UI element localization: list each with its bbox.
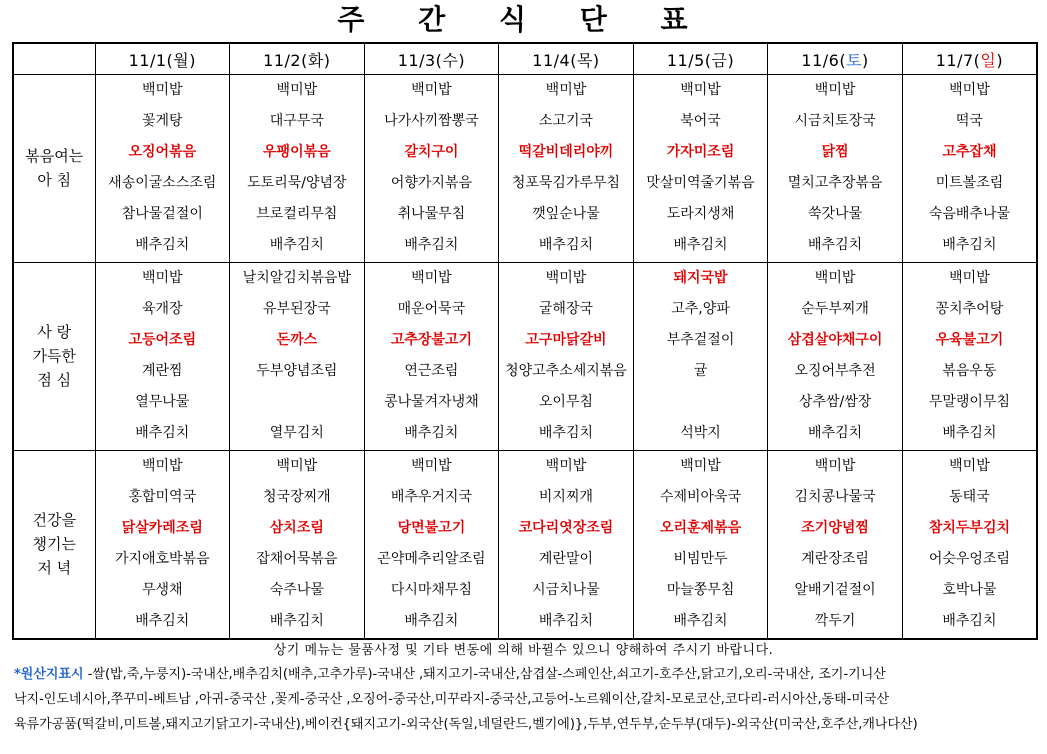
meal-label — [13, 262, 95, 450]
menu-item — [634, 387, 768, 418]
menu-item: 배추김치 — [673, 237, 728, 253]
day-of-week: 월 — [173, 50, 190, 70]
menu-cell — [230, 262, 365, 450]
menu-item: 부추겉절이 — [666, 331, 735, 348]
menu-item: 오징어부추전 — [794, 362, 876, 379]
day-header — [768, 43, 903, 75]
day-of-week: 금 — [711, 50, 728, 70]
menu-item: 어향가지볶음 — [390, 175, 472, 191]
menu-item: 오이무침 — [538, 393, 594, 410]
meal-label-line: 볶음여는 — [25, 147, 84, 166]
day-date: 11/1( — [128, 50, 174, 70]
menu-item-main: 코다리엿장조림 — [518, 519, 614, 536]
menu-item: 배추김치 — [673, 612, 728, 629]
day-header — [499, 43, 634, 75]
menu-item: 브로컬리무침 — [256, 206, 338, 222]
menu-cell — [902, 75, 1037, 263]
menu-item: 배추김치 — [808, 237, 863, 253]
menu-item-main: 삼겹살야채구이 — [787, 331, 883, 348]
menu-item: 동태국 — [949, 488, 990, 505]
menu-item-main: 돼지국밥 — [673, 269, 728, 286]
day-date: 11/2( — [263, 50, 308, 70]
menu-item: 배추김치 — [942, 612, 997, 629]
menu-item: 취나물무침 — [397, 206, 466, 222]
menu-item: 새송이굴소스조림 — [108, 175, 217, 191]
menu-item: 소고기국 — [538, 113, 594, 129]
menu-cell — [633, 450, 768, 639]
day-close-paren: ) — [592, 50, 600, 70]
menu-item: 순두부찌개 — [801, 300, 869, 317]
menu-item-main: 갈치구이 — [404, 144, 459, 160]
menu-item: 가지애호박볶음 — [114, 550, 210, 567]
menu-item: 날치알김치볶음밥 — [242, 269, 351, 286]
menu-item: 배추김치 — [404, 612, 459, 629]
menu-item: 잡채어묵볶음 — [256, 550, 338, 567]
menu-item: 다시마채무침 — [390, 581, 472, 598]
day-date: 11/4( — [532, 50, 577, 70]
menu-item: 백미밥 — [814, 82, 856, 98]
day-date: 11/5( — [666, 50, 712, 70]
menu-item-main: 닭살카레조림 — [121, 519, 203, 536]
day-close-paren: ) — [458, 50, 466, 70]
corner-cell — [13, 43, 95, 75]
menu-item-main: 삼치조림 — [269, 519, 324, 536]
menu-item: 열무나물 — [135, 393, 190, 410]
menu-cell — [364, 75, 499, 263]
menu-item: 백미밥 — [545, 82, 587, 98]
menu-item: 꽃게탕 — [141, 113, 183, 129]
day-header — [902, 43, 1037, 75]
meal-row — [13, 75, 1037, 263]
menu-item: 백미밥 — [141, 457, 183, 474]
origin-line-1 — [14, 663, 1044, 686]
menu-item-main: 고구마닭갈비 — [525, 331, 607, 348]
menu-item: 백미밥 — [545, 269, 587, 286]
menu-item-main: 가자미조림 — [666, 144, 735, 160]
day-close-paren: ) — [996, 50, 1004, 70]
meal-label-line: 건강을 — [32, 511, 76, 530]
menu-item-main: 고등어조림 — [128, 331, 197, 348]
menu-item-main: 닭찜 — [821, 144, 849, 160]
menu-item: 깍두기 — [814, 612, 856, 629]
day-of-week: 일 — [980, 50, 997, 70]
menu-item: 도라지생채 — [666, 206, 735, 222]
menu-item: 나가사끼짬뽕국 — [384, 113, 479, 129]
menu-item: 배추김치 — [538, 237, 594, 253]
menu-item-main: 조기양념찜 — [801, 519, 869, 536]
day-close-paren: ) — [862, 50, 869, 70]
menu-item: 배추김치 — [942, 237, 997, 253]
menu-item: 백미밥 — [949, 82, 990, 98]
menu-item: 무생채 — [141, 581, 183, 598]
menu-item-main: 오리훈제볶음 — [659, 519, 742, 536]
menu-cell — [95, 75, 230, 263]
menu-item: 배추김치 — [269, 237, 324, 253]
menu-item: 백미밥 — [276, 82, 318, 98]
menu-item: 대구무국 — [269, 113, 324, 129]
menu-item: 비빔만두 — [673, 550, 728, 567]
meal-label-line: 챙기는 — [32, 535, 76, 554]
menu-item-main: 돈까스 — [276, 331, 318, 348]
menu-item: 배추김치 — [135, 424, 190, 441]
menu-item: 청국장찌개 — [263, 488, 331, 505]
menu-item: 열무김치 — [269, 424, 324, 441]
day-close-paren: ) — [323, 50, 331, 70]
menu-item: 시금치나물 — [532, 581, 600, 598]
menu-item: 배추김치 — [808, 424, 863, 441]
menu-item: 육개장 — [141, 300, 183, 317]
menu-cell — [768, 450, 903, 639]
menu-cell — [499, 262, 634, 450]
menu-cell — [95, 262, 230, 450]
menu-item: 배추김치 — [135, 612, 190, 629]
day-close-paren: ) — [727, 50, 735, 70]
menu-item: 귤 — [693, 362, 708, 379]
menu-item: 비지찌개 — [538, 488, 594, 505]
menu-item-main: 고추장불고기 — [390, 331, 472, 348]
menu-cell — [633, 75, 768, 263]
menu-cell — [768, 262, 903, 450]
menu-item: 곤약메추리알조림 — [377, 550, 486, 567]
menu-item — [230, 387, 364, 418]
menu-item: 쑥갓나물 — [808, 206, 863, 222]
menu-item: 백미밥 — [545, 457, 587, 474]
meal-label-line: 가득한 — [32, 347, 76, 366]
menu-item: 매운어묵국 — [397, 300, 466, 317]
menu-item: 백미밥 — [276, 457, 318, 474]
meal-label-line: 점 심 — [37, 371, 72, 390]
menu-item: 청포묵김가루무침 — [511, 175, 621, 191]
day-header — [230, 43, 365, 75]
menu-item-main: 우육불고기 — [935, 331, 1004, 348]
origin-line-2: 낙지-인도네시아,쭈꾸미-베트남 ,아귀-중국산 ,꽃게-중국산 ,오징어-중국산,미꾸라지-중국산,고등어-노르웨이산,갈치-모로코산,코다리-러시아산,동태-미국산 — [14, 692, 890, 707]
menu-item: 시금치토장국 — [794, 113, 876, 129]
day-header-row — [13, 43, 1037, 75]
day-of-week: 화 — [307, 50, 324, 70]
menu-item: 백미밥 — [949, 457, 990, 474]
menu-item: 계란장조림 — [801, 550, 869, 567]
menu-item: 연근조림 — [404, 362, 459, 379]
menu-item: 어슷우엉조림 — [928, 550, 1011, 567]
menu-item-main: 참치두부김치 — [928, 519, 1011, 536]
menu-item: 배추김치 — [404, 237, 459, 253]
menu-item: 마늘쫑무침 — [666, 581, 735, 598]
menu-item: 배추우거지국 — [390, 488, 472, 505]
menu-item: 호박나물 — [942, 581, 997, 598]
menu-item: 콩나물겨자냉채 — [384, 393, 479, 410]
menu-cell — [902, 450, 1037, 639]
menu-cell — [364, 262, 499, 450]
menu-change-note: 상기 메뉴는 물품사정 및 기타 변동에 의해 바뀔수 있으니 양해하여 주시기 바랍니다. — [273, 643, 774, 658]
day-of-week: 수 — [442, 50, 459, 70]
day-of-week: 토 — [846, 50, 863, 70]
day-close-paren: ) — [189, 50, 196, 70]
meal-label-line: 저 녁 — [37, 559, 72, 578]
menu-item: 수제비아욱국 — [659, 488, 742, 505]
menu-item: 김치콩나물국 — [794, 488, 876, 505]
menu-cell — [499, 75, 634, 263]
menu-item: 백미밥 — [814, 269, 856, 286]
menu-item: 백미밥 — [814, 457, 856, 474]
menu-item: 청양고추소세지볶음 — [505, 362, 627, 379]
day-header — [95, 43, 230, 75]
meal-label — [13, 75, 95, 263]
menu-item: 깻잎순나물 — [532, 206, 600, 222]
menu-item: 배추김치 — [269, 612, 324, 629]
menu-cell — [902, 262, 1037, 450]
menu-item-main: 우팽이볶음 — [263, 144, 331, 160]
menu-cell — [499, 450, 634, 639]
meal-label-line: 사 랑 — [37, 323, 72, 342]
menu-item: 백미밥 — [680, 457, 721, 474]
menu-item: 배추김치 — [538, 612, 594, 629]
meal-label — [13, 450, 95, 639]
menu-item: 계란말이 — [538, 550, 594, 567]
menu-item: 북어국 — [680, 113, 721, 129]
menu-item: 배추김치 — [135, 237, 190, 253]
weekly-menu-table — [12, 42, 1038, 640]
menu-item-main: 떡갈비데리야끼 — [518, 144, 614, 160]
day-of-week: 목 — [576, 50, 593, 70]
menu-item: 백미밥 — [949, 269, 990, 286]
day-header — [364, 43, 499, 75]
menu-item: 두부양념조림 — [256, 362, 338, 379]
menu-item: 석박지 — [680, 424, 721, 441]
menu-cell — [768, 75, 903, 263]
menu-cell — [230, 75, 365, 263]
meal-row — [13, 450, 1037, 639]
menu-item: 백미밥 — [411, 82, 452, 98]
menu-item: 꽁치추어탕 — [935, 300, 1004, 317]
origin-text-1: -쌀(밥,죽,누룽지)-국내산,배추김치(배추,고추가루)-국내산 ,돼지고기-국내산,삼겹살-스페인산,쇠고기-호주산,닭고기,오리-국내산, 조기-기니산 — [83, 667, 886, 682]
menu-item: 계란찜 — [141, 362, 183, 379]
menu-item: 백미밥 — [411, 269, 452, 286]
menu-item: 백미밥 — [141, 82, 183, 98]
menu-item-main: 당면불고기 — [397, 519, 466, 536]
menu-item: 숙음배추나물 — [928, 206, 1011, 222]
menu-item: 숙주나물 — [269, 581, 324, 598]
menu-item: 볶음우동 — [942, 362, 997, 379]
menu-item: 백미밥 — [680, 82, 721, 98]
menu-item: 맛살미역줄기볶음 — [646, 175, 755, 191]
menu-item: 홍합미역국 — [128, 488, 197, 505]
page-title: 주 간 식 단 표 — [337, 3, 710, 36]
menu-item: 배추김치 — [538, 424, 594, 441]
meal-label-line: 아 침 — [37, 171, 72, 190]
menu-item: 멸치고추장볶음 — [787, 175, 883, 191]
menu-cell — [230, 450, 365, 639]
menu-cell — [364, 450, 499, 639]
menu-item: 고추,양파 — [671, 300, 730, 317]
menu-item: 배추김치 — [942, 424, 997, 441]
origin-label: *원산지표시 — [14, 667, 84, 682]
menu-item: 참나물겉절이 — [121, 206, 203, 222]
menu-item: 유부된장국 — [263, 300, 331, 317]
day-date: 11/3( — [397, 50, 443, 70]
menu-item: 상추쌈/쌈장 — [798, 393, 872, 410]
menu-item: 도토리묵/양념장 — [247, 175, 347, 191]
menu-item: 미트볼조림 — [935, 175, 1004, 191]
menu-item: 백미밥 — [411, 457, 452, 474]
meal-row — [13, 262, 1037, 450]
menu-cell — [95, 450, 230, 639]
menu-item-main: 고추잡채 — [942, 144, 997, 160]
menu-item-main: 오징어볶음 — [128, 144, 197, 160]
menu-item: 굴해장국 — [538, 300, 594, 317]
day-date: 11/7( — [935, 50, 981, 70]
day-header — [633, 43, 768, 75]
menu-cell — [633, 262, 768, 450]
menu-item: 무말랭이무침 — [928, 393, 1011, 410]
menu-item: 배추김치 — [404, 424, 459, 441]
menu-item: 알배기겉절이 — [794, 581, 876, 598]
day-date: 11/6( — [801, 50, 847, 70]
menu-item: 백미밥 — [141, 269, 183, 286]
origin-line-3: 육류가공품(떡갈비,미트볼,돼지고기닭고기-국내산),베이컨{돼지고기-외국산(독일,네덜란드,벨기에)},두부,연두부,순두부(대두)-외국산(미국산,호주산,캐나다산) — [14, 717, 918, 732]
menu-item: 떡국 — [955, 113, 983, 129]
